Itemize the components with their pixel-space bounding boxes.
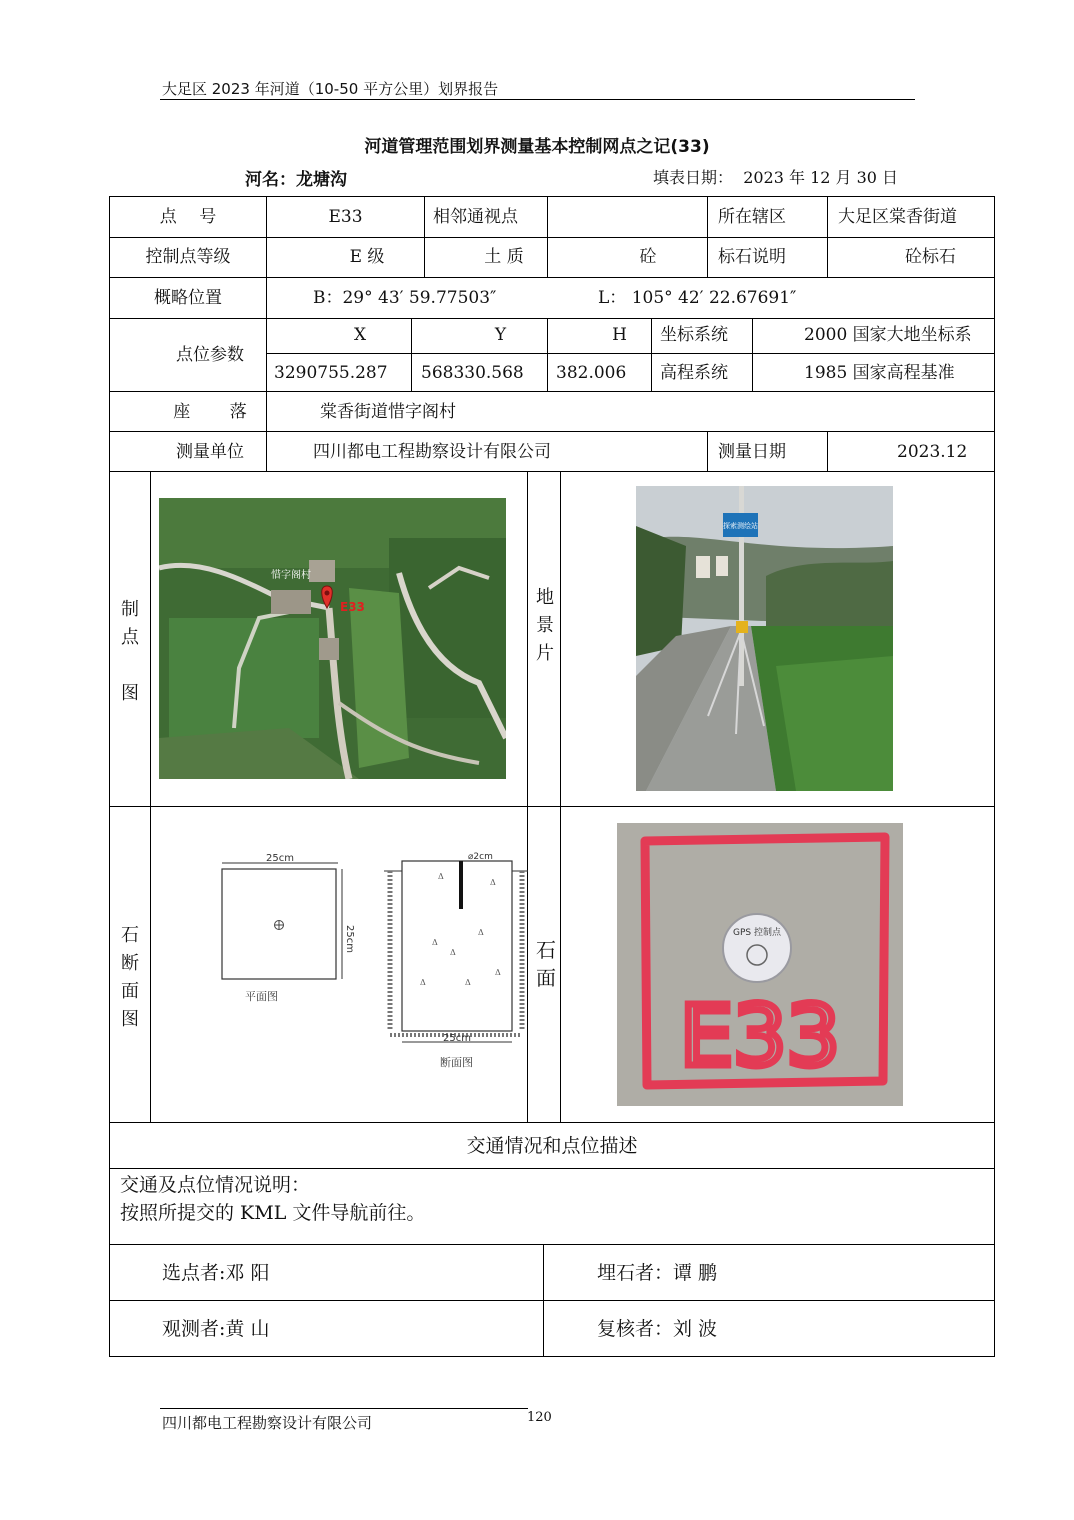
grid-line bbox=[266, 353, 995, 354]
footer-rule bbox=[160, 1408, 528, 1409]
x-value: 3290755.287 bbox=[274, 363, 388, 383]
coord-sys-value: 2000 国家大地坐标系 bbox=[804, 325, 972, 345]
height-sys-value: 1985 国家高程基准 bbox=[804, 363, 955, 383]
svg-text:Δ: Δ bbox=[432, 938, 438, 947]
svg-text:Δ: Δ bbox=[420, 978, 426, 987]
h-value: 382.006 bbox=[556, 363, 627, 383]
grid-line bbox=[827, 431, 828, 471]
svg-text:Δ: Δ bbox=[465, 978, 471, 987]
grid-line bbox=[543, 1244, 544, 1357]
grid-line bbox=[109, 1168, 995, 1169]
section-diagram bbox=[210, 845, 530, 1085]
grade-value: E 级 bbox=[349, 247, 385, 267]
header-rule bbox=[160, 99, 915, 100]
scene-label: 地 景 片 bbox=[536, 587, 554, 664]
grid-line bbox=[150, 471, 151, 1122]
svg-text:Δ: Δ bbox=[450, 948, 456, 957]
traffic-line-2: 按照所提交的 KML 文件导航前往。 bbox=[120, 1202, 426, 1224]
map-village-label: 惜字阁村 bbox=[271, 570, 311, 581]
page-title: 河道管理范围划界测量基本控制网点之记(33) bbox=[364, 137, 710, 157]
section-caption: 断面图 bbox=[440, 1056, 473, 1069]
svg-text:Δ: Δ bbox=[438, 872, 444, 881]
grid-line bbox=[109, 237, 995, 238]
y-label: Y bbox=[494, 325, 507, 345]
params-label: 点位参数 bbox=[176, 345, 244, 365]
checker: 复核者：刘 波 bbox=[597, 1318, 718, 1340]
section-width-label: 25cm bbox=[443, 1033, 471, 1044]
approx-b: B：29° 43′ 59.77503″ bbox=[313, 288, 497, 308]
satellite-map bbox=[159, 498, 506, 779]
grid-line bbox=[109, 391, 995, 392]
svg-text:Δ: Δ bbox=[495, 968, 501, 977]
grid-line bbox=[109, 431, 995, 432]
grid-line bbox=[109, 1122, 995, 1123]
section-diam-label: ⌀2cm bbox=[468, 852, 493, 862]
grid-line bbox=[707, 431, 708, 471]
selector: 选点者:邓 阳 bbox=[162, 1262, 270, 1284]
adjacent-label: 相邻通视点 bbox=[433, 207, 518, 227]
svg-text:Δ: Δ bbox=[478, 928, 484, 937]
stone-face-label: 石 面 bbox=[536, 938, 556, 990]
marker-label: 标石说明 bbox=[718, 247, 786, 267]
svg-text:Δ: Δ bbox=[490, 878, 496, 887]
y-value: 568330.568 bbox=[421, 363, 524, 383]
gnss-receiver-icon bbox=[736, 621, 748, 633]
point-no: E33 bbox=[328, 207, 363, 227]
unit-label: 测量单位 bbox=[176, 442, 244, 462]
unit-value: 四川都电工程勘察设计有限公司 bbox=[313, 442, 551, 462]
traffic-title: 交通情况和点位描述 bbox=[466, 1135, 638, 1157]
soil-value: 砼 bbox=[639, 247, 657, 267]
map-marker-label: E33 bbox=[340, 600, 365, 614]
center-rod bbox=[459, 861, 463, 909]
h-label: H bbox=[612, 325, 627, 345]
grid-line bbox=[752, 318, 753, 391]
page-number: 120 bbox=[527, 1410, 552, 1425]
observer: 观测者:黄 山 bbox=[162, 1318, 270, 1340]
height-sys-label: 高程系统 bbox=[660, 363, 728, 383]
running-header: 大足区 2023 年河道（10-50 平方公里）划界报告 bbox=[162, 80, 499, 98]
district-value: 大足区棠香街道 bbox=[838, 207, 957, 227]
grid-line bbox=[109, 806, 995, 807]
district-label: 所在辖区 bbox=[718, 207, 786, 227]
survey-plate-icon bbox=[723, 914, 791, 982]
location-value: 棠香街道惜字阁村 bbox=[320, 402, 456, 422]
point-no-label: 点 号 bbox=[159, 207, 217, 227]
grid-line bbox=[560, 471, 561, 1122]
plan-height-label: 25cm bbox=[344, 925, 355, 953]
fill-date: 填表日期： 2023 年 12 月 30 日 bbox=[653, 168, 899, 187]
scene-photo bbox=[636, 486, 893, 791]
plan-caption: 平面图 bbox=[245, 990, 278, 1003]
grid-line bbox=[109, 277, 995, 278]
soil-label: 土 质 bbox=[484, 247, 524, 267]
approx-l: L： 105° 42′ 22.67691″ bbox=[598, 288, 797, 308]
stone-face-photo bbox=[617, 823, 903, 1106]
grade-label: 控制点等级 bbox=[145, 247, 231, 267]
footer-company: 四川都电工程勘察设计有限公司 bbox=[162, 1414, 373, 1432]
survey-date-label: 测量日期 bbox=[718, 442, 786, 462]
plan-width-label: 25cm bbox=[266, 853, 294, 864]
marker-value: 砼标石 bbox=[905, 247, 956, 267]
x-label: X bbox=[353, 325, 367, 345]
traffic-line-1: 交通及点位情况说明： bbox=[120, 1174, 311, 1196]
approx-label: 概略位置 bbox=[154, 288, 222, 308]
grid-line bbox=[109, 318, 995, 319]
plate-text: GPS 控制点 bbox=[733, 928, 781, 938]
stone-code: E33 bbox=[680, 987, 840, 1085]
map-label: 制 点 图 bbox=[121, 599, 139, 704]
river-name: 河名：龙塘沟 bbox=[245, 170, 347, 190]
section-label: 石 断 面 图 bbox=[121, 925, 139, 1030]
scene-sign-text: 探索测绘站 bbox=[723, 522, 758, 530]
grid-line bbox=[109, 1300, 995, 1301]
location-label: 座 落 bbox=[173, 402, 247, 422]
grid-line bbox=[109, 471, 995, 472]
grid-line bbox=[109, 1244, 995, 1245]
grid-line bbox=[827, 196, 828, 277]
coord-sys-label: 坐标系统 bbox=[660, 325, 728, 345]
burier: 埋石者：谭 鹏 bbox=[597, 1262, 718, 1284]
survey-date-value: 2023.12 bbox=[897, 442, 968, 462]
